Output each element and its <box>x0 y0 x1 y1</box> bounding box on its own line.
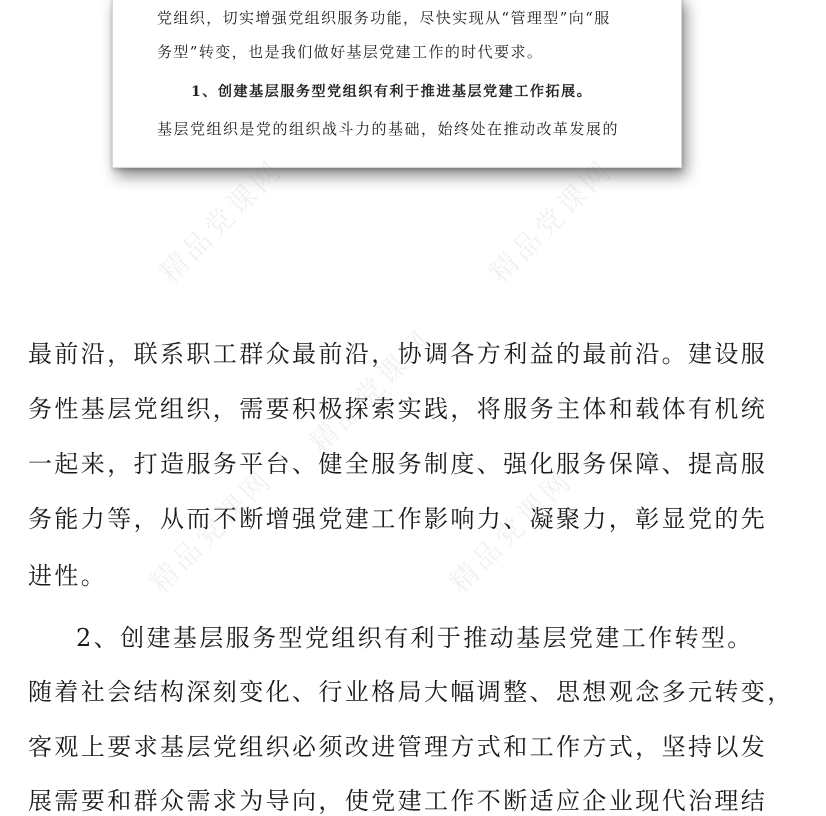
section-heading: 2、创建基层服务型党组织有利于推动基层党建工作转型。 <box>76 624 754 652</box>
card-text-line: 党组织，切实增强党组织服务功能，尽快实现从“管理型”向“服 <box>157 9 611 27</box>
watermark: 精品党课网 <box>442 462 580 600</box>
body-paragraph-line: 进性。 <box>28 562 108 590</box>
card-text-line: 务型”转变，也是我们做好基层党建工作的时代要求。 <box>157 43 544 61</box>
watermark: 精品党课网 <box>152 152 290 290</box>
document-page-preview <box>112 0 682 168</box>
body-paragraph-line: 客观上要求基层党组织必须改进管理方式和工作方式，坚持以发 <box>28 733 768 761</box>
watermark: 精品党课网 <box>482 152 620 290</box>
card-text-line: 基层党组织是党的组织战斗力的基础，始终处在推动改革发展的 <box>157 120 620 138</box>
watermark: 精品党课网 <box>142 462 280 600</box>
card-section-heading: 1、创建基层服务型党组织有利于推进基层党建工作拓展。 <box>191 84 593 100</box>
watermark: 精品党课网 <box>302 322 440 460</box>
body-paragraph-line: 务能力等，从而不断增强党建工作影响力、凝聚力，彰显党的先 <box>28 505 768 533</box>
body-paragraph-line: 最前沿，联系职工群众最前沿，协调各方利益的最前沿。建设服 <box>28 340 768 368</box>
body-paragraph-line: 一起来，打造服务平台、健全服务制度、强化服务保障、提高服 <box>28 450 768 478</box>
body-paragraph-line: 随着社会结构深刻变化、行业格局大幅调整、思想观念多元转变， <box>28 678 794 706</box>
body-paragraph-line: 务性基层党组织，需要积极探索实践，将服务主体和载体有机统 <box>28 395 768 423</box>
body-paragraph-line: 展需要和群众需求为导向，使党建工作不断适应企业现代治理结 <box>28 787 768 815</box>
